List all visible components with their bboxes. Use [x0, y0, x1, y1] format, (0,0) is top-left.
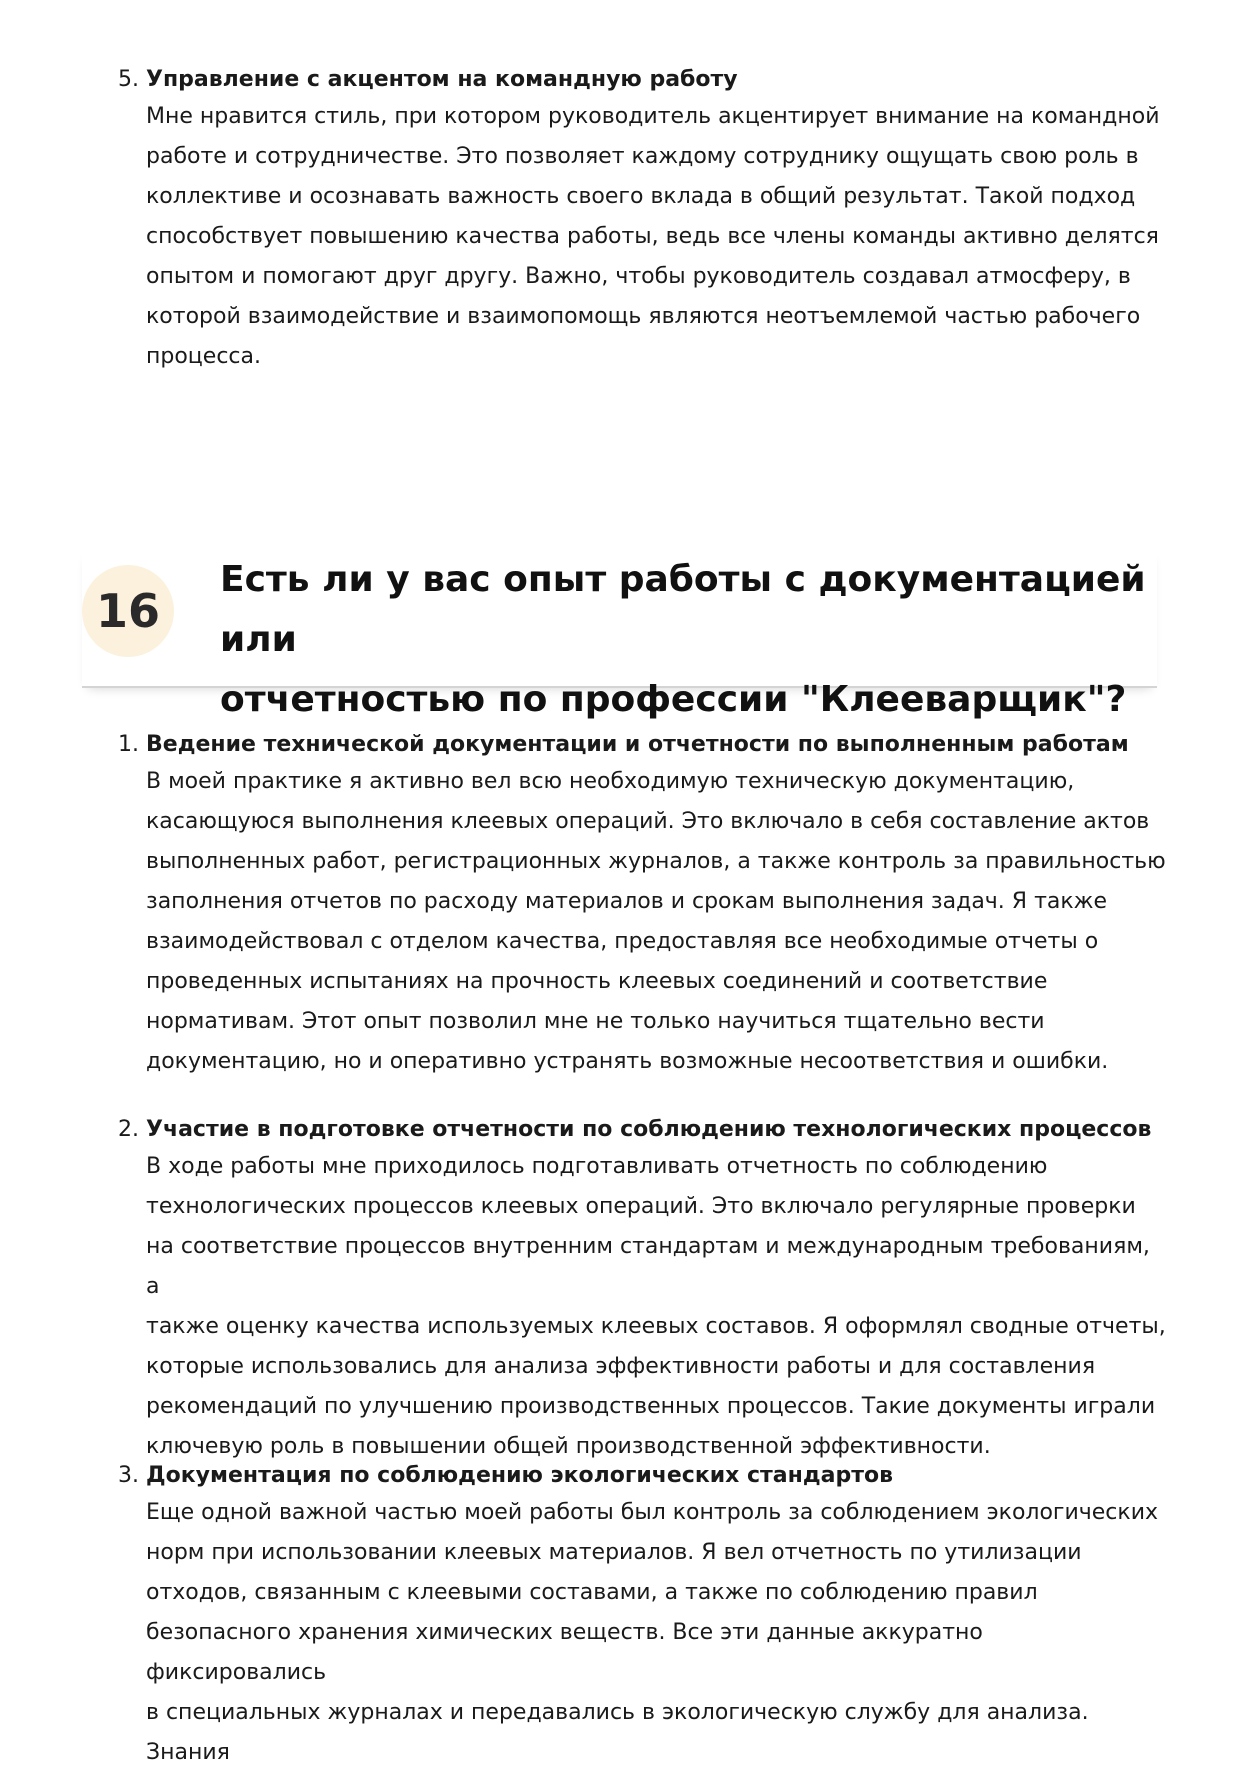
list-item-number: 1.: [118, 732, 139, 757]
list-item-body: В моей практике я активно вел всю необходимую техническую документацию, касающуюся выполнения клеевых операций. Это включало в себя составление актов выполненных работ, регистрационных журналов, а также контроль за правильностью заполнения отчетов по расходу материалов и срокам выполнения задач. Я также взаимодействовал с отделом качества, предоставляя все необходимые отчеты о проведенных испытаниях на прочность клеевых соединений и соответствие нормативам. Этот опыт позволил мне не только научиться тщательно вести документацию, но и оперативно устранять возможные несоответствия и ошибки.: [146, 769, 1166, 1074]
list-item-title: Участие в подготовке отчетности по соблюдению технологических процессов: [146, 1117, 1152, 1142]
list-item-body: В ходе работы мне приходилось подготавливать отчетность по соблюдению технологических процессов клеевых операций. Это включало регулярные проверки на соответствие процессов внутренним стандартам и международным требованиям, а также оценку качества используемых клеевых составов. Я оформлял сводные отчеты, которые использовались для анализа эффективности работы и для составления рекомендаций по улучшению производственных процессов. Такие документы играли ключевую роль в повышении общей производственной эффективности.: [146, 1154, 1166, 1459]
list-item-heading: [118, 63, 1168, 97]
list-item-title: Управление с акцентом на командную работу: [146, 67, 738, 92]
question-header: [82, 548, 1157, 720]
list-item-heading: [118, 1113, 1168, 1147]
list-item-title: Ведение технической документации и отчетности по выполненным работам: [146, 732, 1129, 757]
list-item-heading: [118, 728, 1168, 762]
list-item: [118, 1459, 1168, 1773]
list-item-number: 3.: [118, 1463, 139, 1488]
list-item-heading: [118, 1459, 1168, 1493]
question-number-badge: 16: [82, 565, 174, 657]
list-item: [118, 1113, 1168, 1467]
list-item-body: Еще одной важной частью моей работы был контроль за соблюдением экологических норм при использовании клеевых материалов. Я вел отчетность по утилизации отходов, связанным с клеевыми составами, а также по соблюдению правил безопасного хранения химических веществ. Все эти данные аккуратно фиксировались в специальных журналах и передавались в экологическую службу для анализа. Знания: [146, 1500, 1159, 1765]
list-item-title: Документация по соблюдению экологических стандартов: [146, 1463, 894, 1488]
list-item: [118, 63, 1168, 377]
list-item-number: 2.: [118, 1117, 139, 1142]
list-item-number: 5.: [118, 67, 139, 92]
list-item: [118, 728, 1168, 1082]
question-title: Есть ли у вас опыт работы с документацией или отчетностью по профессии "Клееварщик"?: [220, 559, 1146, 720]
list-item-body: Мне нравится стиль, при котором руководитель акцентирует внимание на командной работе и сотрудничестве. Это позволяет каждому сотруднику ощущать свою роль в коллективе и осознавать важность своего вклада в общий результат. Такой подход способствует повышению качества работы, ведь все члены команды активно делятся опытом и помогают друг другу. Важно, чтобы руководитель создавал атмосферу, в которой взаимодействие и взаимопомощь являются неотъемлемой частью рабочего процесса.: [146, 104, 1160, 369]
